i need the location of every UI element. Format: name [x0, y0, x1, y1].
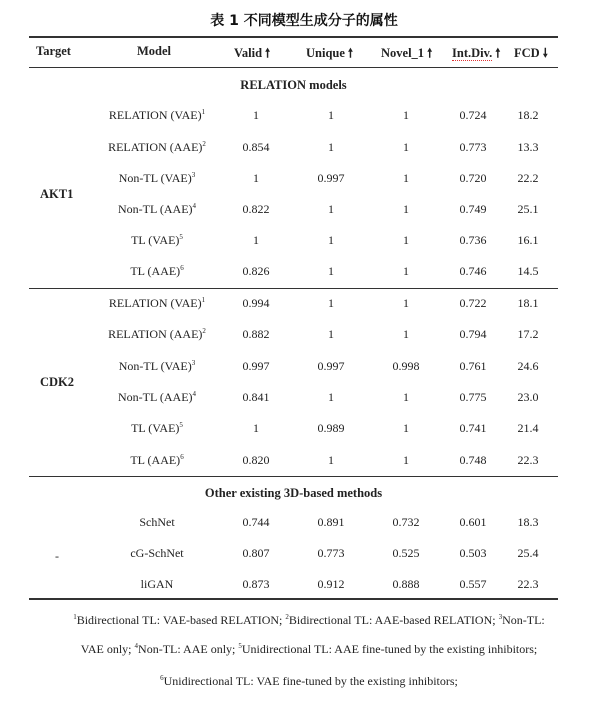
footnote-marker: 3: [498, 613, 503, 621]
cdk2-model-cell: [72, 453, 242, 468]
cdk2-novel-cell: 1: [403, 421, 409, 435]
model-name: TL (AAE): [130, 453, 181, 467]
model-name: TL (VAE): [131, 233, 180, 247]
cdk2-unique-cell: 0.989: [317, 421, 345, 435]
akt1-fcd-cell: 22.2: [517, 171, 539, 185]
other-valid-cell: 0.744: [242, 515, 270, 529]
akt1-model-cell: [72, 171, 242, 186]
model-name: RELATION (VAE): [108, 296, 202, 310]
header-target: Target: [36, 44, 71, 58]
target-cdk2: CDK2: [40, 375, 75, 389]
cdk2-unique-cell: 0.997: [317, 359, 345, 373]
cdk2-fcd-cell: 18.1: [517, 296, 539, 310]
other-intdiv-cell: 0.557: [459, 577, 487, 591]
cdk2-intdiv-cell: 0.794: [459, 327, 487, 341]
akt1-fcd-cell: 18.2: [517, 108, 539, 122]
arrow-down-icon: 🠗: [542, 46, 548, 60]
akt1-valid-cell: 1: [253, 108, 259, 122]
model-name: TL (AAE): [130, 264, 181, 278]
cdk2-novel-cell: 1: [403, 327, 409, 341]
akt1-novel-cell: 1: [403, 108, 409, 122]
footnote-marker: 3: [191, 359, 196, 367]
cdk2-fcd-cell: 17.2: [517, 327, 539, 341]
other-unique-cell: 0.912: [317, 577, 345, 591]
group-rule: [29, 288, 558, 289]
other-fcd-cell: 22.3: [517, 577, 539, 591]
akt1-novel-cell: 1: [403, 171, 409, 185]
akt1-intdiv-cell: 0.749: [459, 202, 487, 216]
akt1-unique-cell: 0.997: [317, 171, 345, 185]
cdk2-intdiv-cell: 0.761: [459, 359, 487, 373]
header-intdiv: [452, 44, 500, 65]
model-name: RELATION (AAE): [108, 140, 203, 154]
akt1-valid-cell: 0.854: [242, 140, 270, 154]
akt1-intdiv-cell: 0.736: [459, 233, 487, 247]
akt1-intdiv-cell: 0.773: [459, 140, 487, 154]
other-model-cell: [72, 515, 242, 530]
model-name: RELATION (AAE): [108, 327, 203, 341]
arrow-up-icon: 🠕: [495, 46, 501, 60]
cdk2-intdiv-cell: 0.722: [459, 296, 487, 310]
cdk2-fcd-cell: 23.0: [517, 390, 539, 404]
cdk2-model-cell: [72, 327, 242, 342]
akt1-valid-cell: 0.826: [242, 264, 270, 278]
model-name: Non-TL (VAE): [118, 171, 192, 185]
akt1-unique-cell: 1: [328, 233, 334, 247]
header-model: Model: [137, 44, 172, 58]
target-dash: -: [55, 549, 59, 563]
top-rule: [29, 36, 558, 38]
akt1-novel-cell: 1: [403, 202, 409, 216]
footnote-marker: 4: [192, 202, 197, 210]
footnote-line-3: [29, 675, 589, 687]
cdk2-valid-cell: 0.882: [242, 327, 270, 341]
model-name: liGAN: [140, 577, 174, 591]
header-unique-label: Unique: [306, 46, 345, 60]
header-valid: [234, 44, 270, 65]
cdk2-model-cell: [72, 421, 242, 436]
table-caption: 表 1 不同模型生成分子的属性: [210, 13, 398, 29]
other-fcd-cell: 25.4: [517, 546, 539, 560]
footnote-text: Bidirectional TL: AAE-based RELATION;: [288, 613, 499, 627]
cdk2-model-cell: [72, 296, 242, 311]
footnote-marker: 3: [191, 171, 196, 179]
other-model-cell: [72, 577, 242, 592]
cdk2-intdiv-cell: 0.748: [459, 453, 487, 467]
arrow-up-icon: 🠕: [427, 46, 433, 60]
cdk2-unique-cell: 1: [328, 327, 334, 341]
akt1-fcd-cell: 25.1: [517, 202, 539, 216]
akt1-valid-cell: 1: [253, 233, 259, 247]
cdk2-novel-cell: 1: [403, 453, 409, 467]
cdk2-intdiv-cell: 0.741: [459, 421, 487, 435]
footnote-text: Unidirectional TL: AAE fine-tuned by the existing inhibitors;: [241, 642, 538, 656]
akt1-unique-cell: 1: [328, 202, 334, 216]
section-other-methods: Other existing 3D-based methods: [204, 486, 383, 500]
akt1-fcd-cell: 16.1: [517, 233, 539, 247]
footnote-marker: 4: [134, 642, 139, 650]
cdk2-intdiv-cell: 0.775: [459, 390, 487, 404]
model-name: RELATION (VAE): [108, 108, 202, 122]
cdk2-valid-cell: 0.820: [242, 453, 270, 467]
bottom-rule: [29, 598, 558, 600]
section-relation-models: RELATION models: [240, 78, 347, 92]
other-model-cell: [72, 546, 242, 561]
akt1-model-cell: [72, 108, 242, 123]
cdk2-model-cell: [72, 390, 242, 405]
cdk2-valid-cell: 0.997: [242, 359, 270, 373]
footnote-marker: 6: [180, 453, 184, 461]
footnote-marker: 2: [202, 140, 206, 148]
cdk2-valid-cell: 0.994: [242, 296, 270, 310]
footnote-marker: 1: [201, 296, 206, 304]
akt1-fcd-cell: 13.3: [517, 140, 539, 154]
cdk2-fcd-cell: 21.4: [517, 421, 539, 435]
header-rule: [29, 67, 558, 68]
footnote-marker: 1: [73, 613, 77, 621]
header-fcd: [514, 44, 548, 65]
akt1-novel-cell: 1: [403, 264, 409, 278]
model-name: Non-TL (VAE): [118, 359, 192, 373]
other-valid-cell: 0.873: [242, 577, 270, 591]
footnote-marker: 1: [201, 108, 206, 116]
akt1-unique-cell: 1: [328, 264, 334, 278]
cdk2-valid-cell: 1: [253, 421, 259, 435]
akt1-model-cell: [72, 140, 242, 155]
akt1-unique-cell: 1: [328, 140, 334, 154]
footnote-marker: 5: [179, 421, 183, 429]
footnote-marker: 5: [238, 642, 242, 650]
footnote-marker: 2: [285, 613, 289, 621]
header-unique: [306, 44, 353, 65]
cdk2-novel-cell: 0.998: [392, 359, 420, 373]
header-fcd-label: FCD: [514, 46, 540, 60]
cdk2-novel-cell: 1: [403, 296, 409, 310]
akt1-novel-cell: 1: [403, 140, 409, 154]
akt1-model-cell: [72, 233, 242, 248]
other-novel-cell: 0.732: [392, 515, 420, 529]
footnote-text: Bidirectional TL: VAE-based RELATION;: [76, 613, 286, 627]
other-valid-cell: 0.807: [242, 546, 270, 560]
footnote-text: Non-TL:: [502, 613, 545, 627]
footnote-marker: 5: [179, 233, 183, 241]
model-name: Non-TL (AAE): [117, 390, 193, 404]
akt1-intdiv-cell: 0.724: [459, 108, 487, 122]
footnote-marker: 2: [202, 327, 206, 335]
footnote-text: Non-TL: AAE only;: [138, 642, 239, 656]
cdk2-unique-cell: 1: [328, 296, 334, 310]
akt1-unique-cell: 1: [328, 108, 334, 122]
cdk2-unique-cell: 1: [328, 453, 334, 467]
footnote-line-2: [29, 643, 589, 655]
footnote-marker: 4: [192, 390, 197, 398]
cdk2-fcd-cell: 24.6: [517, 359, 539, 373]
other-fcd-cell: 18.3: [517, 515, 539, 529]
cdk2-novel-cell: 1: [403, 390, 409, 404]
other-unique-cell: 0.891: [317, 515, 345, 529]
footnote-marker: 6: [180, 264, 184, 272]
footnote-text: Unidirectional TL: VAE fine-tuned by the existing inhibitors;: [163, 674, 458, 688]
header-novel: [381, 44, 432, 65]
arrow-up-icon: 🠕: [265, 46, 271, 60]
cdk2-model-cell: [72, 359, 242, 374]
footnote-text: VAE only;: [80, 642, 135, 656]
akt1-model-cell: [72, 264, 242, 279]
footnote-marker: 6: [160, 674, 164, 682]
header-valid-label: Valid: [234, 46, 263, 60]
target-akt1: AKT1: [40, 187, 74, 201]
akt1-intdiv-cell: 0.720: [459, 171, 487, 185]
model-name: Non-TL (AAE): [117, 202, 193, 216]
header-novel-label: Novel_1: [381, 46, 425, 60]
model-name: SchNet: [139, 515, 175, 529]
footnote-line-1: [29, 614, 589, 626]
akt1-intdiv-cell: 0.746: [459, 264, 487, 278]
header-intdiv-label: Int.Div.: [452, 46, 493, 60]
cdk2-valid-cell: 0.841: [242, 390, 270, 404]
akt1-novel-cell: 1: [403, 233, 409, 247]
akt1-valid-cell: 1: [253, 171, 259, 185]
group-rule: [29, 476, 558, 477]
cdk2-unique-cell: 1: [328, 390, 334, 404]
model-name: cG-SchNet: [130, 546, 184, 560]
other-novel-cell: 0.525: [392, 546, 420, 560]
akt1-model-cell: [72, 202, 242, 217]
other-intdiv-cell: 0.601: [459, 515, 487, 529]
model-name: TL (VAE): [131, 421, 180, 435]
akt1-fcd-cell: 14.5: [517, 264, 539, 278]
cdk2-fcd-cell: 22.3: [517, 453, 539, 467]
other-novel-cell: 0.888: [392, 577, 420, 591]
other-unique-cell: 0.773: [317, 546, 345, 560]
arrow-up-icon: 🠕: [347, 46, 354, 60]
akt1-valid-cell: 0.822: [242, 202, 270, 216]
other-intdiv-cell: 0.503: [459, 546, 487, 560]
